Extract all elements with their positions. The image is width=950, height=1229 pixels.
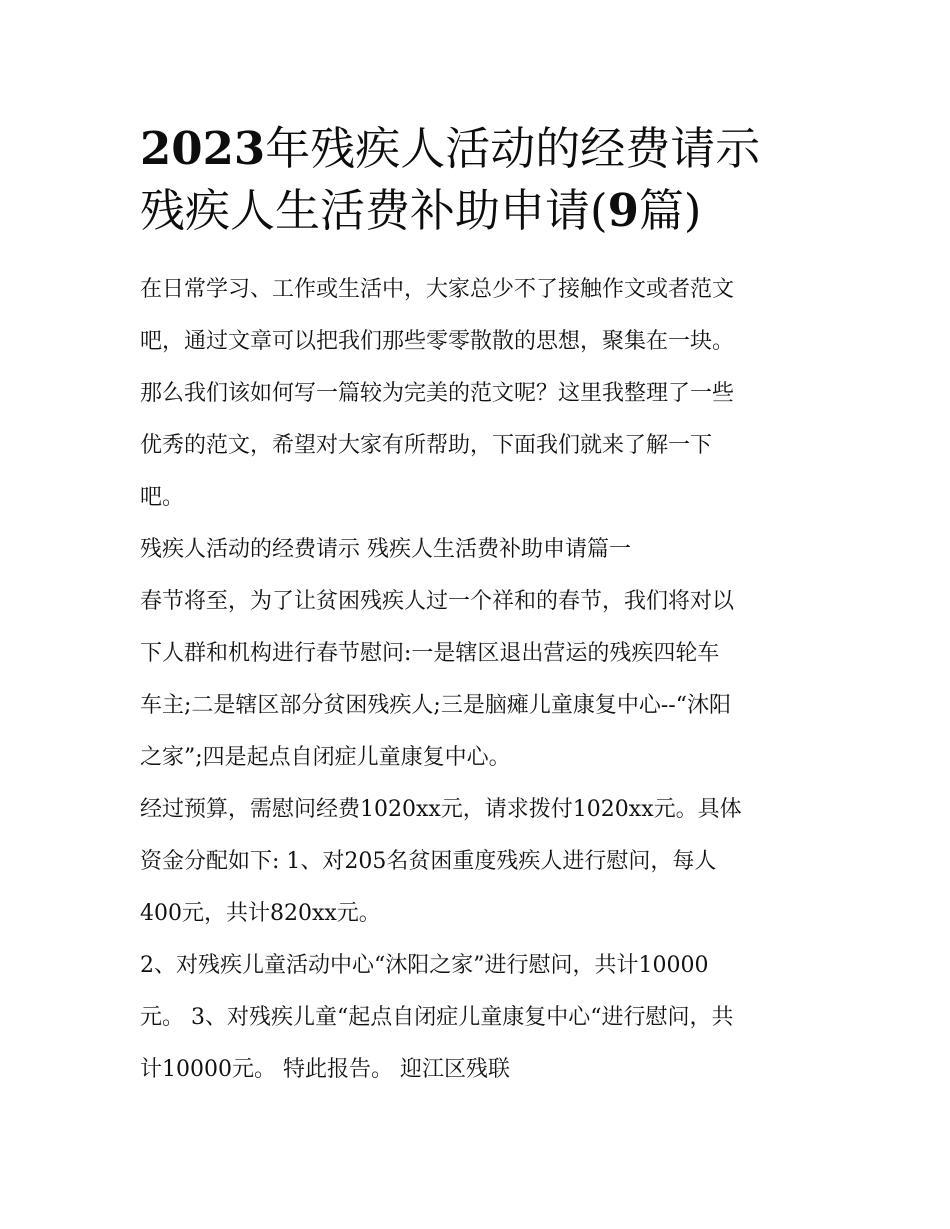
body-line: 400元，共计820xx元。	[140, 901, 381, 926]
body-line: 元。 3、对残疾儿童“起点自闭症儿童康复中心“进行慰问，共	[140, 1005, 734, 1030]
body-line: 优秀的范文，希望对大家有所帮助，下面我们就来了解一下	[140, 433, 713, 458]
body-line: 那么我们该如何写一篇较为完美的范文呢？这里我整理了一些	[140, 381, 735, 406]
body-line: 计10000元。 特此报告。 迎江区残联	[140, 1057, 510, 1082]
title-year: 2023	[140, 122, 266, 175]
title-line-2	[140, 180, 820, 242]
title-line-1	[140, 118, 820, 180]
document-title	[140, 118, 820, 242]
body-line: 之家”;四是起点自闭症儿童康复中心。	[140, 745, 511, 770]
body-line: 吧，通过文章可以把我们那些零零散散的思想，聚集在一块。	[140, 329, 735, 354]
body-line: 在日常学习、工作或生活中，大家总少不了接触作文或者范文	[140, 277, 735, 302]
body-line: 车主;二是辖区部分贫困残疾人;三是脑瘫儿童康复中心--“沐阳	[140, 693, 731, 718]
title-count: 9	[607, 184, 639, 237]
body-line: 吧。	[140, 485, 185, 510]
title-line-1-text: 年残疾人活动的经费请示	[265, 122, 761, 175]
body-line: 资金分配如下: 1、对205名贫困重度残疾人进行慰问，每人	[140, 849, 717, 874]
body-line: 下人群和机构进行春节慰问:一是辖区退出营运的残疾四轮车	[140, 641, 720, 666]
section-heading: 残疾人活动的经费请示 残疾人生活费补助申请篇一	[140, 537, 631, 562]
document-body	[140, 264, 820, 1096]
document-page	[140, 118, 820, 1096]
title-line-2-tail: 篇)	[638, 184, 702, 237]
body-line: 2、对残疾儿童活动中心“沐阳之家”进行慰问，共计10000	[140, 953, 709, 978]
body-line: 春节将至，为了让贫困残疾人过一个祥和的春节，我们将对以	[140, 589, 735, 614]
body-line: 经过预算，需慰问经费1020xx元，请求拨付1020xx元。具体	[140, 797, 742, 822]
title-line-2-text: 残疾人生活费补助申请(	[140, 184, 608, 237]
